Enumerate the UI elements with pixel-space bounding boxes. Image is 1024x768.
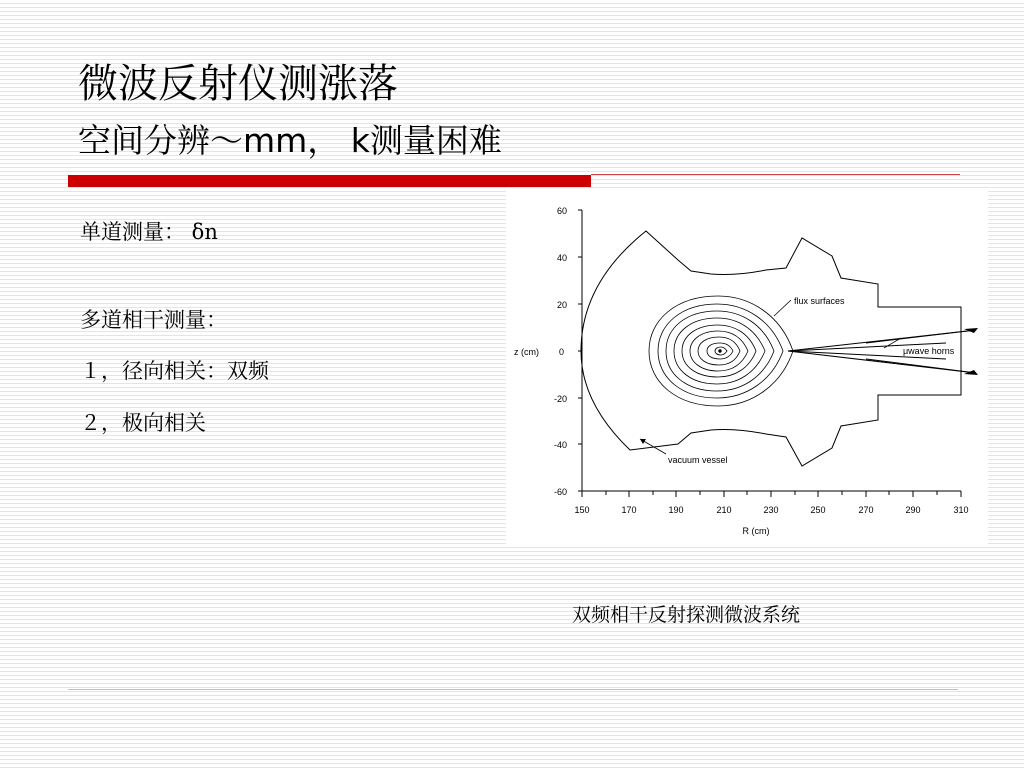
y-tick-label: -40: [553, 440, 567, 450]
y-tick-label: 60: [556, 206, 567, 216]
x-ticks: [582, 491, 961, 497]
flux-pointer: [774, 300, 791, 316]
horn-bottom-icon: [964, 370, 978, 375]
horn-top-icon: [964, 328, 978, 333]
x-tick-label: 150: [574, 505, 590, 515]
y-tick-label: -20: [553, 394, 567, 404]
footer-rule: [68, 689, 958, 690]
title-underline-thin: [591, 174, 960, 175]
y-tick-label: -60: [553, 487, 567, 497]
x-tick-label: 250: [810, 505, 826, 515]
x-tick-label: 230: [763, 505, 779, 515]
x-tick-label: 310: [953, 505, 969, 515]
flux-surfaces: [649, 296, 793, 406]
x-tick-label: 210: [716, 505, 732, 515]
figure-caption: 双频相干反射探测微波系统: [572, 604, 801, 626]
bullet-radial-correlation: １，径向相关：双频: [80, 359, 269, 383]
y-axis-label: z (cm): [514, 347, 539, 357]
y-tick-label: 20: [556, 300, 567, 310]
wave-horns-label: μwave horns: [903, 346, 955, 356]
x-tick-label: 170: [621, 505, 637, 515]
bullet-single-channel: 单道测量： δn: [80, 220, 218, 244]
bullet-poloidal-correlation: ２，极向相关: [80, 411, 206, 435]
x-tick-label: 290: [905, 505, 921, 515]
bullet-multi-channel: 多道相干测量：: [80, 308, 227, 332]
slide-subtitle: 空间分辨～mm， k测量困难: [78, 121, 502, 160]
y-tick-label: 40: [556, 253, 567, 263]
flux-surfaces-label: flux surfaces: [794, 296, 845, 306]
x-axis-label: R (cm): [742, 526, 770, 536]
x-tick-label: 190: [668, 505, 684, 515]
vacuum-vessel-label: vacuum vessel: [668, 455, 728, 465]
slide-title: 微波反射仪测涨落: [78, 61, 398, 107]
title-underline-red: [68, 175, 591, 187]
y-tick-label: 0: [558, 347, 564, 357]
diagram-svg: [506, 188, 988, 546]
x-tick-label: 270: [858, 505, 874, 515]
reflectometer-diagram: [506, 188, 988, 546]
